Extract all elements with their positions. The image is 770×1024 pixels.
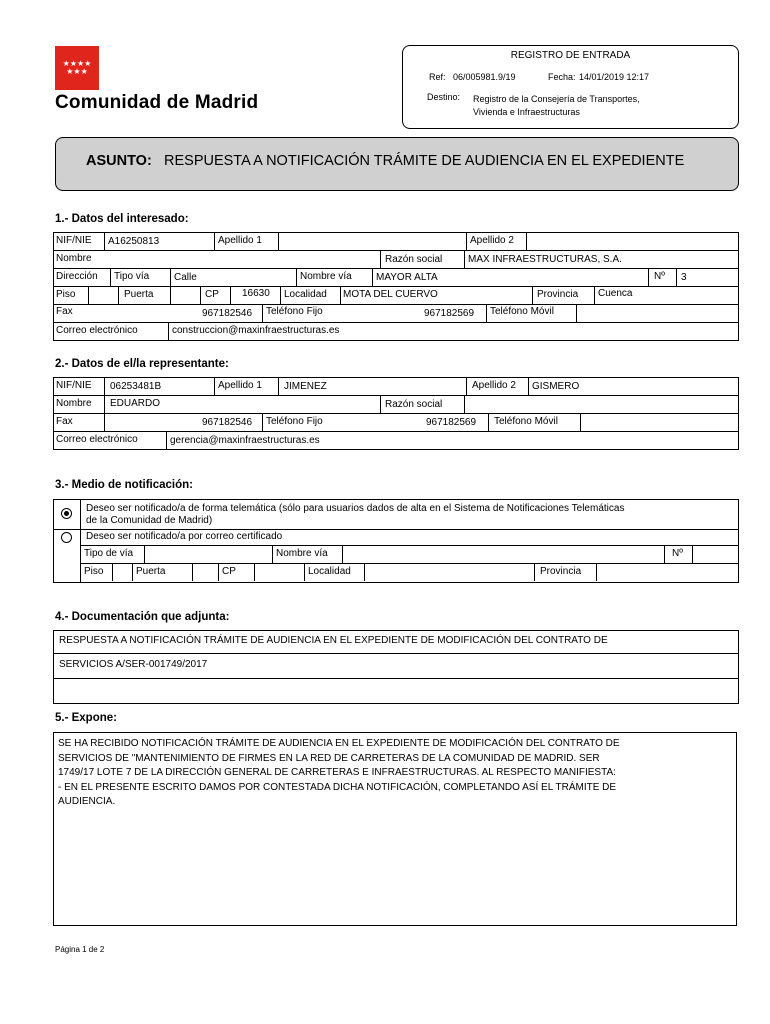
nif-label: NIF/NIE — [56, 235, 92, 246]
s3-tipo-via-label: Tipo de vía — [84, 548, 134, 559]
rep-apellido1-field[interactable]: JIMENEZ — [284, 381, 327, 392]
asunto-text: RESPUESTA A NOTIFICACIÓN TRÁMITE DE AUDIENCIA EN EL EXPEDIENTE — [164, 153, 685, 169]
s3-num-label: Nº — [672, 548, 683, 559]
s3-puerta-label: Puerta — [136, 566, 166, 577]
apellido1-label: Apellido 1 — [218, 235, 262, 246]
logo-stars: ★★★★ ★★★ — [62, 59, 92, 76]
comunidad-madrid-logo — [55, 46, 99, 90]
section2-title: 2.- Datos de el/la representante: — [55, 358, 229, 370]
s3-provincia-label: Provincia — [540, 566, 582, 577]
s3-nombre-via-label: Nombre vía — [276, 548, 328, 559]
rep-apellido1-label: Apellido 1 — [218, 380, 262, 391]
provincia-label: Provincia — [537, 289, 579, 300]
asunto-box — [55, 137, 739, 191]
tel-movil-label: Teléfono Móvil — [490, 306, 554, 317]
nif-field[interactable]: A16250813 — [108, 236, 160, 247]
section4-title: 4.- Documentación que adjunta: — [55, 611, 230, 623]
rep-nombre-field[interactable]: EDUARDO — [110, 398, 161, 409]
cp-field[interactable]: 16630 — [242, 288, 270, 299]
nombre-via-field[interactable]: MAYOR ALTA — [376, 272, 438, 283]
fecha-label: Fecha: — [548, 72, 576, 82]
rep-email-label: Correo electrónico — [56, 434, 138, 445]
expone-box[interactable] — [53, 732, 737, 926]
destino-line2: Vivienda e Infraestructuras — [473, 107, 580, 117]
rep-tel-fijo-field[interactable]: 967182569 — [426, 417, 477, 428]
expone-line1: SE HA RECIBIDO NOTIFICACIÓN TRÁMITE DE AUDIENCIA EN EL EXPEDIENTE DE MODIFICACIÓN DEL CONTRATO DE — [58, 738, 620, 749]
destino-label: Destino: — [427, 92, 461, 102]
piso-label: Piso — [56, 289, 76, 300]
nombre-label: Nombre — [56, 253, 92, 264]
cp-label: CP — [205, 289, 219, 300]
doc-line2: SERVICIOS A/SER-001749/2017 — [59, 659, 208, 670]
destino-line1: Registro de la Consejería de Transportes, — [473, 94, 640, 104]
tel-fijo-field[interactable]: 967182569 — [424, 308, 475, 319]
section1-title: 1.- Datos del interesado: — [55, 213, 189, 225]
rep-nif-field[interactable]: 06253481B — [110, 381, 162, 392]
rep-apellido2-field[interactable]: GISMERO — [532, 381, 580, 392]
num-label: Nº — [654, 271, 665, 282]
radio-telematica[interactable] — [61, 508, 72, 519]
registro-box — [402, 45, 739, 129]
expone-line4: - EN EL PRESENTE ESCRITO DAMOS POR CONTESTADA DICHA NOTIFICACIÓN, COMPLETANDO ASÍ EL TRÁMITE DE — [58, 781, 617, 793]
fax-label: Fax — [56, 306, 73, 317]
representante-table — [53, 377, 739, 450]
page-number: Página 1 de 2 — [55, 945, 105, 954]
ref-label: Ref: — [429, 72, 446, 82]
ref-value: 06/005981.9/19 — [453, 72, 516, 82]
localidad-field[interactable]: MOTA DEL CUERVO — [343, 289, 438, 300]
radio-correo[interactable] — [61, 532, 72, 543]
expone-line3: 1749/17 LOTE 7 DE LA DIRECCIÓN GENERAL DE CARRETERAS E INFRAESTRUCTURAS. AL RESPECTO MANIFIESTA: — [58, 767, 616, 778]
fax-field[interactable]: 967182546 — [202, 308, 253, 319]
option-telematica-line2: de la Comunidad de Madrid) — [86, 515, 213, 526]
nombre-via-label: Nombre vía — [300, 271, 352, 282]
rep-nif-label: NIF/NIE — [56, 380, 92, 391]
fecha-value: 14/01/2019 12:17 — [579, 72, 650, 82]
rep-razon-label: Razón social — [385, 399, 443, 410]
tel-fijo-label: Teléfono Fijo — [266, 306, 323, 317]
s3-cp-label: CP — [222, 566, 236, 577]
expone-line2: SERVICIOS DE "MANTENIMIENTO DE FIRMES EN LA RED DE CARRETERAS DE LA COMUNIDAD DE MADRID. SER — [58, 752, 600, 764]
rep-nombre-label: Nombre — [56, 398, 92, 409]
rep-email-field[interactable]: gerencia@maxinfraestructuras.es — [170, 435, 320, 446]
rep-tel-movil-label: Teléfono Móvil — [494, 416, 558, 427]
localidad-label: Localidad — [284, 289, 327, 300]
expone-line5: AUDIENCIA. — [58, 796, 116, 807]
tipo-via-field[interactable]: Calle — [174, 272, 197, 283]
registro-title: REGISTRO DE ENTRADA — [510, 50, 631, 61]
option-telematica-line1: Deseo ser notificado/a de forma telemática (sólo para usuarios dados de alta en el Sistema de Notificaciones Telemáticas — [86, 503, 625, 514]
brand-name: Comunidad de Madrid — [55, 92, 259, 113]
option-correo: Deseo ser notificado/a por correo certificado — [86, 531, 283, 542]
razon-label: Razón social — [385, 254, 443, 265]
rep-fax-field[interactable]: 967182546 — [202, 417, 253, 428]
num-field[interactable]: 3 — [681, 272, 687, 283]
apellido2-label: Apellido 2 — [470, 235, 514, 246]
email-field[interactable]: construccion@maxinfraestructuras.es — [172, 325, 340, 336]
section3-title: 3.- Medio de notificación: — [55, 479, 194, 491]
rep-fax-label: Fax — [56, 416, 73, 427]
razon-field[interactable]: MAX INFRAESTRUCTURAS, S.A. — [468, 254, 622, 265]
interesado-table — [53, 232, 739, 341]
email-label: Correo electrónico — [56, 325, 138, 336]
tipo-via-label: Tipo vía — [114, 271, 150, 282]
rep-apellido2-label: Apellido 2 — [472, 380, 516, 391]
notificacion-box — [53, 499, 739, 583]
puerta-label: Puerta — [124, 289, 154, 300]
documentacion-box[interactable] — [53, 630, 739, 704]
doc-line1: RESPUESTA A NOTIFICACIÓN TRÁMITE DE AUDIENCIA EN EL EXPEDIENTE DE MODIFICACIÓN DEL CONTRATO DE — [59, 635, 608, 646]
rep-tel-fijo-label: Teléfono Fijo — [266, 416, 323, 427]
provincia-field[interactable]: Cuenca — [598, 288, 633, 299]
section5-title: 5.- Expone: — [55, 712, 117, 724]
asunto-label: ASUNTO: — [86, 153, 152, 169]
s3-localidad-label: Localidad — [308, 566, 351, 577]
s3-piso-label: Piso — [84, 566, 104, 577]
direccion-label: Dirección — [56, 271, 98, 282]
